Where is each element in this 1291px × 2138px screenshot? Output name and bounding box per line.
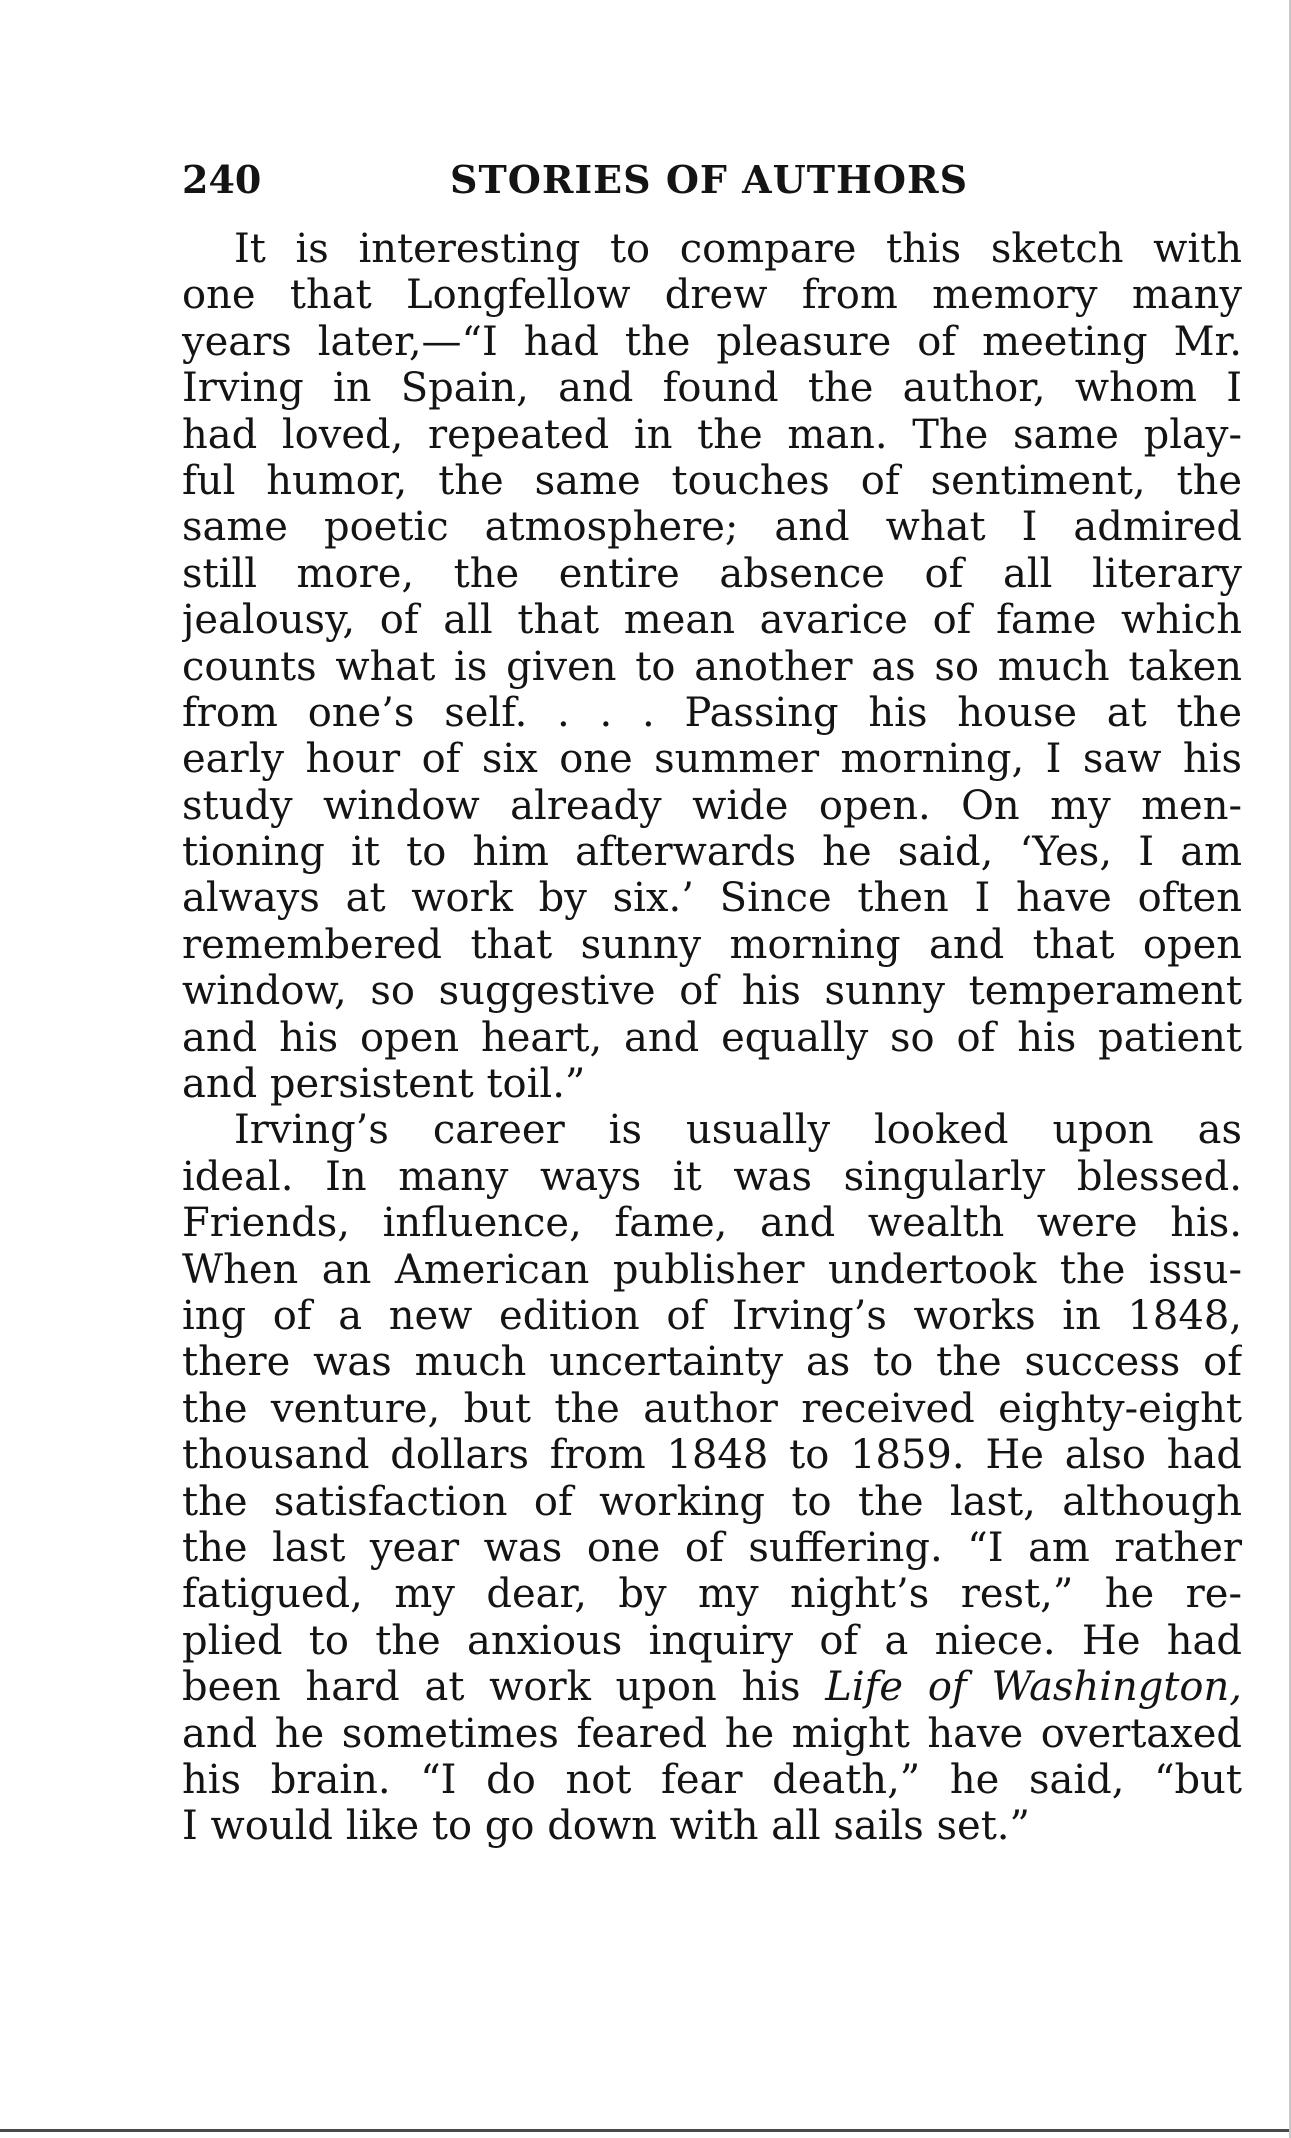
text-line: his brain. “I do not fear death,” he said, “but bbox=[182, 1756, 1242, 1803]
text-line: Irving’s career is usually looked upon as bbox=[234, 1107, 1242, 1154]
text-line: window, so suggestive of his sunny temperament bbox=[182, 968, 1242, 1015]
running-head bbox=[182, 150, 1242, 210]
text-line: I would like to go down with all sails set.” bbox=[182, 1803, 1030, 1850]
book-title-italic: Life of Washington, bbox=[825, 1664, 1242, 1711]
text-line: had loved, repeated in the man. The same play- bbox=[182, 411, 1242, 458]
text-line: there was much uncertainty as to the success of bbox=[182, 1339, 1242, 1386]
text-line: ful humor, the same touches of sentiment, the bbox=[182, 457, 1242, 504]
paragraph-longfellow-quote bbox=[182, 226, 1242, 1107]
text-line: still more, the entire absence of all literary bbox=[182, 550, 1242, 597]
text-line: thousand dollars from 1848 to 1859. He also had bbox=[182, 1432, 1242, 1479]
scan-bottom-edge bbox=[0, 2129, 1291, 2132]
paragraph-irving-career bbox=[182, 1107, 1242, 1849]
text-line: the venture, but the author received eighty-eight bbox=[182, 1385, 1242, 1432]
text-line: ideal. In many ways it was singularly blessed. bbox=[182, 1153, 1242, 1200]
text-line: counts what is given to another as so much taken bbox=[182, 643, 1242, 690]
text-line: always at work by six.’ Since then I have often bbox=[182, 875, 1242, 922]
text-line: years later,—“I had the pleasure of meeting Mr. bbox=[182, 318, 1242, 365]
text-line: from one’s self. . . . Passing his house at the bbox=[182, 689, 1242, 736]
text-line: early hour of six one summer morning, I saw his bbox=[182, 736, 1242, 783]
text-line: Irving in Spain, and found the author, whom I bbox=[182, 365, 1242, 412]
text-line-with-italic-title bbox=[182, 1664, 1242, 1710]
page-number: 240 bbox=[182, 157, 262, 202]
text-line: When an American publisher undertook the issu- bbox=[182, 1246, 1242, 1293]
text-line: same poetic atmosphere; and what I admired bbox=[182, 504, 1242, 551]
text-line: remembered that sunny morning and that open bbox=[182, 921, 1242, 968]
text-line: It is interesting to compare this sketch with bbox=[234, 226, 1242, 272]
running-title: STORIES OF AUTHORS bbox=[450, 157, 969, 202]
body-text bbox=[182, 226, 1242, 1850]
text-line: study window already wide open. On my men- bbox=[182, 782, 1242, 829]
text-line: the last year was one of suffering. “I am rather bbox=[182, 1524, 1242, 1571]
text-line: fatigued, my dear, by my night’s rest,” he re- bbox=[182, 1571, 1242, 1618]
text-line: the satisfaction of working to the last, although bbox=[182, 1478, 1242, 1525]
text-line: and persistent toil.” bbox=[182, 1061, 586, 1108]
text-line: and he sometimes feared he might have overtaxed bbox=[182, 1710, 1242, 1757]
text-line: ing of a new edition of Irving’s works in 1848, bbox=[182, 1292, 1242, 1339]
text-line: Friends, influence, fame, and wealth were his. bbox=[182, 1200, 1242, 1247]
text-line: plied to the anxious inquiry of a niece. He had bbox=[182, 1617, 1242, 1664]
text-segment: been hard at work upon his bbox=[182, 1664, 826, 1711]
text-line: jealousy, of all that mean avarice of fame which bbox=[182, 597, 1242, 644]
text-line: one that Longfellow drew from memory many bbox=[182, 272, 1242, 319]
text-line: and his open heart, and equally so of his patient bbox=[182, 1014, 1242, 1061]
text-line: tioning it to him afterwards he said, ‘Yes, I am bbox=[182, 829, 1242, 876]
